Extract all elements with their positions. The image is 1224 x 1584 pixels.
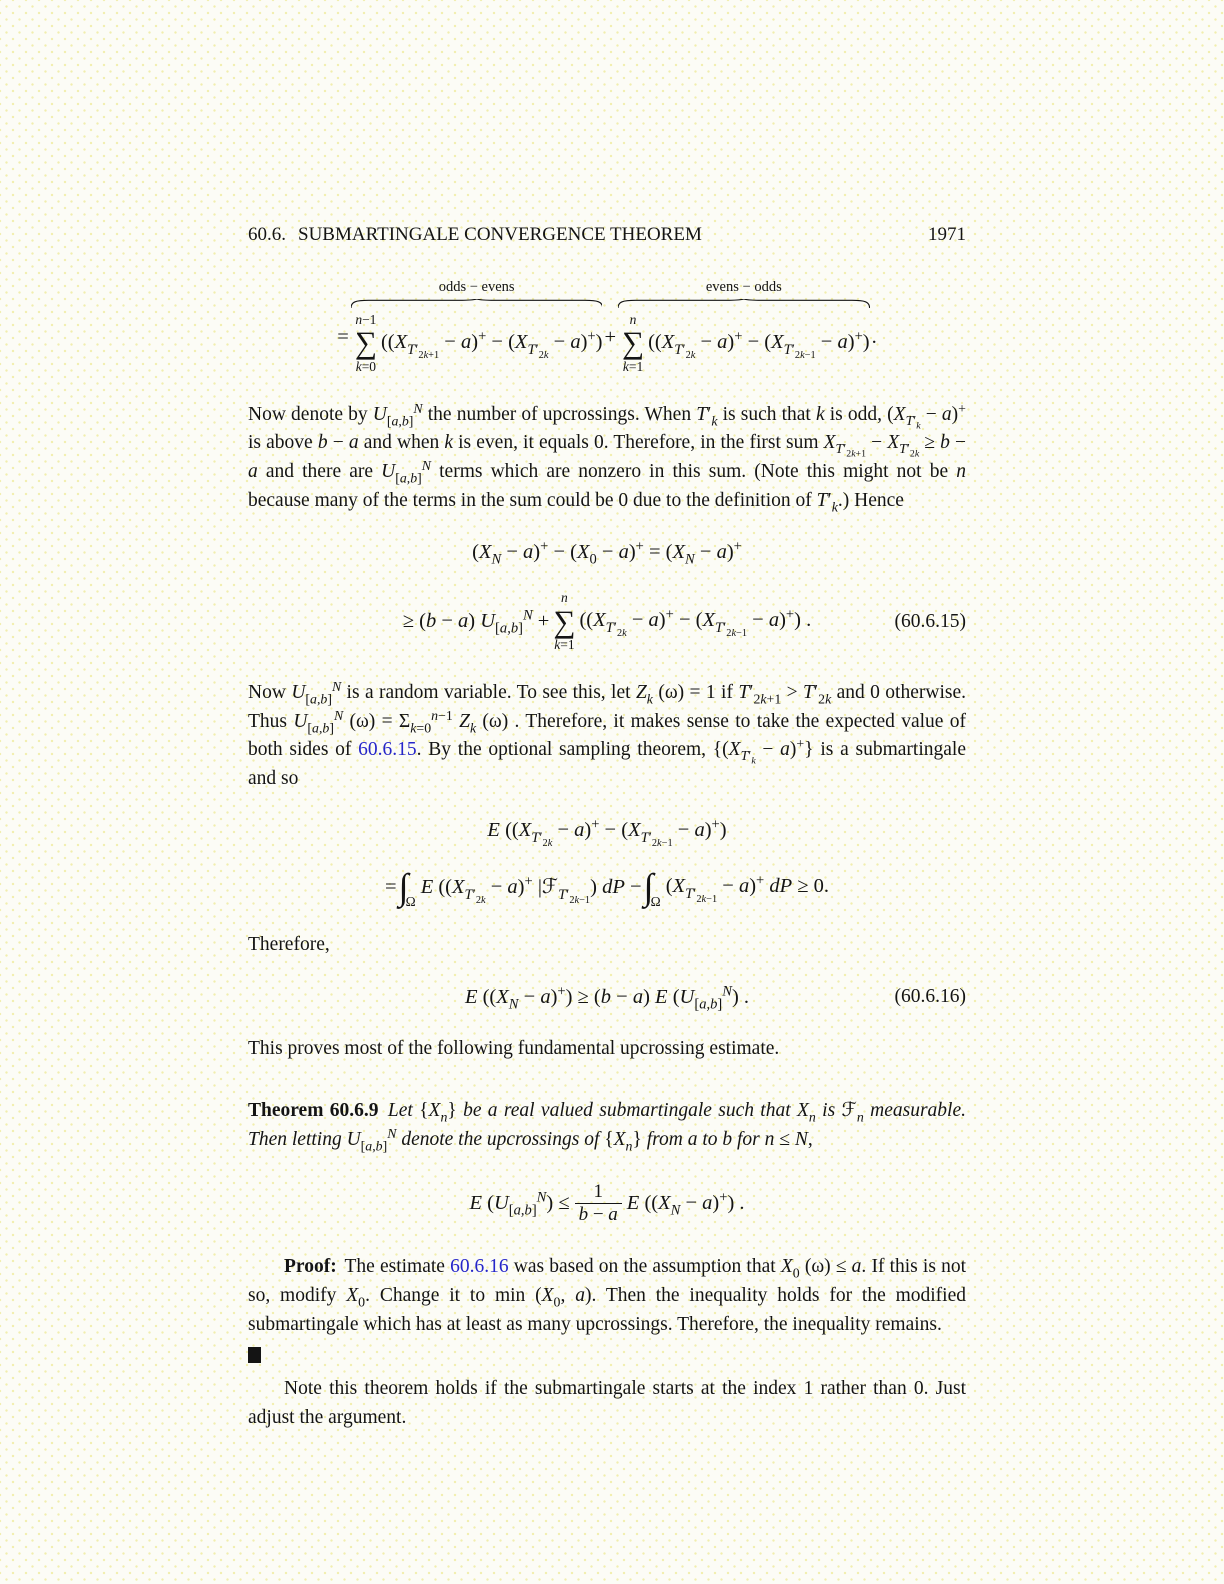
sum-upper-limit: n−1 <box>355 311 377 327</box>
fraction-denominator: b − a <box>575 1203 622 1227</box>
bold-label: Theorem 60.6.9 <box>248 1100 379 1122</box>
text-run: is above <box>248 432 318 454</box>
italic-text-run: is <box>815 1100 842 1122</box>
text-run: Now <box>248 681 292 703</box>
text-run: is a submartingale and so <box>248 739 966 789</box>
italic-text-run: denote the upcrossings of <box>396 1129 605 1151</box>
math-run: = <box>337 325 349 348</box>
sum-operator <box>355 312 377 375</box>
text-run: is such that <box>717 403 816 425</box>
inline-math: $U_{[a,b]}^N$ <box>291 678 342 707</box>
text-run: because many of the terms in the sum could be 0 due to the definition of <box>248 489 817 511</box>
math-run: $(X_N - a)^+ - (X_0 - a)^+ = (X_N - a)^+$ <box>472 538 742 568</box>
overbrace-content <box>618 312 870 375</box>
math-run: $((X_{T'_{2k}} - a)^+ - (X_{T'_{2k-1}} - a)^+)$ <box>648 328 870 361</box>
section-number: 60.6. <box>248 224 286 245</box>
para-therefore <box>248 931 966 960</box>
inline-math: $X_0$ <box>346 1284 366 1310</box>
italic-text-run: measurable. Then letting <box>248 1100 966 1151</box>
math-run: E $((X_N - a)^+) \ge (b - a)$ E $(U_{[a,b]}^N)$ . <box>464 983 750 1013</box>
page <box>248 224 966 1453</box>
italic-text-run: from <box>641 1129 688 1151</box>
running-title <box>248 224 702 246</box>
text-run: if <box>715 681 739 703</box>
para-proves-estimate <box>248 1035 966 1064</box>
inline-math: $\min (X_0$, a) <box>494 1284 592 1310</box>
integral-operator <box>643 866 664 910</box>
inline-math: ℱ$_n$ <box>841 1100 864 1125</box>
inline-math: $\{(X_{T'_k} - a)^+\}$ <box>712 736 814 768</box>
sum-operator <box>553 590 575 653</box>
equation-tag: (60.6.15) <box>894 610 966 632</box>
para-note-index <box>248 1375 966 1432</box>
fraction <box>575 1181 622 1228</box>
inline-math: n ≤ N, <box>764 1129 813 1151</box>
text-run: . If this is not so, modify <box>248 1256 967 1306</box>
sum-upper-limit: n <box>561 590 568 606</box>
sigma-symbol: ∑ <box>622 325 645 361</box>
text-run: . Change it to <box>365 1284 495 1306</box>
eq-expectation-difference <box>248 817 966 849</box>
text-run: Therefore, <box>248 934 330 956</box>
qed-square <box>248 1347 261 1363</box>
inline-math: b <box>722 1129 733 1151</box>
italic-text-run: be a real valued submartingale such that <box>456 1100 797 1122</box>
fraction-numerator: 1 <box>593 1180 603 1202</box>
italic-text-run: to <box>697 1129 723 1151</box>
inline-math: $T'_{2k+1} > T'_{2k}$ <box>738 681 832 707</box>
page-content <box>248 280 966 1433</box>
text-run: and when <box>358 432 445 454</box>
sigma-symbol: ∑ <box>553 603 576 639</box>
text-run: terms which are nonzero in this sum. (Note this might not be <box>431 460 957 482</box>
page-number: 1971 <box>928 224 966 245</box>
eq-integral-inequality <box>248 866 966 910</box>
inline-math: $T'_k$ <box>816 489 838 514</box>
inline-math: $(X_{T'_k} - a)^+$ <box>887 400 966 432</box>
inline-math: b − a <box>317 432 359 454</box>
math-run: $((X_{T'_{2k}} - a)^+ - (X_{T'_{2k-1}} - a)^+)$ . <box>579 607 812 639</box>
sum-lower-limit: k=0 <box>355 359 377 375</box>
math-run: ≥ (b − a) $U_{[a,b]}^N$ + <box>402 607 550 637</box>
sum-upper-limit: n <box>629 311 637 327</box>
equation-tag: (60.6.16) <box>894 986 966 1008</box>
inline-math: $U_{[a,b]}^N$ $(\omega) = \Sigma_{k=0}^{n-1}$ $Z_k$ (ω) . <box>293 707 520 735</box>
text-run: is a random variable. To see this, let <box>341 681 636 703</box>
text-run: the number of upcrossings. When <box>422 403 697 425</box>
para-theorem-60-6-9 <box>248 1097 966 1154</box>
text-run: is odd, <box>824 403 888 425</box>
sum-operator <box>622 312 644 375</box>
math-run: + <box>604 325 616 348</box>
sigma-symbol: ∑ <box>354 325 377 361</box>
text-run: is even, it equals 0. Therefore, in the first sum <box>453 432 824 454</box>
overbrace-label: odds − evens <box>438 279 515 295</box>
overbrace-content <box>351 312 603 375</box>
text-run: and there are <box>257 460 382 482</box>
text-run: The estimate <box>339 1256 451 1278</box>
math-run: = <box>384 875 397 898</box>
math-run: E ($(X_{T'_{2k}} - a)^+$ |ℱ$_{T'_{2k-1}}$) dP − <box>420 873 642 906</box>
math-run: $(X_{T'_{2k-1}} - a)^+$ dP ≥ 0. <box>665 872 830 905</box>
inline-math: n <box>956 460 966 482</box>
sum-lower-limit: k=1 <box>554 637 575 653</box>
para-random-variable <box>248 679 966 794</box>
text-run: .) Hence <box>837 489 904 511</box>
inline-math: a <box>687 1129 698 1151</box>
integral-operator <box>398 866 419 910</box>
text-run: Now denote by <box>248 403 373 425</box>
eq-positive-part-identity <box>248 538 966 568</box>
para-upcrossings-count <box>248 401 966 516</box>
inline-math: $\{X_n\}$ <box>604 1129 642 1154</box>
text-run: . By the optional sampling theorem, <box>416 739 713 761</box>
inline-math: k <box>444 432 453 454</box>
inline-math: $T'_k$ <box>696 403 718 428</box>
page-header <box>248 224 966 246</box>
integral-symbol: ∫ <box>643 866 654 908</box>
eq-odds-evens-split <box>248 280 966 375</box>
inline-math: $X_n$ <box>796 1100 816 1125</box>
inline-math: $\{X_n\}$ <box>419 1100 457 1125</box>
sum-lower-limit: k=1 <box>622 359 644 375</box>
integral-lower-limit: Ω <box>405 894 416 910</box>
italic-text-run: Let <box>381 1100 420 1122</box>
inline-math: k <box>815 403 825 425</box>
inline-math: $Z_k$ (ω) = 1 <box>635 681 716 707</box>
math-run: E $((X_N - a)^+)$ . <box>626 1190 745 1219</box>
para-proof <box>248 1253 966 1339</box>
math-run: . <box>871 325 877 348</box>
bold-label: Proof: <box>284 1256 337 1278</box>
integral-symbol: ∫ <box>398 866 409 908</box>
integral-lower-limit: Ω <box>650 894 661 910</box>
section-title: SUBMARTINGALE CONVERGENCE THEOREM <box>298 224 702 245</box>
equation-reference-link[interactable]: 60.6.15 <box>358 739 417 761</box>
eq-60-6-16 <box>248 983 966 1013</box>
eq-upcrossing-estimate <box>248 1181 966 1228</box>
text-run: Therefore, it makes sense to take the expected value of both sides of <box>248 710 967 761</box>
italic-text-run: for <box>732 1129 765 1151</box>
eq-60-6-15 <box>248 590 966 653</box>
text-run: This proves most of the following fundamental upcrossing estimate. <box>248 1037 780 1059</box>
text-run: . Then the inequality holds for the modified submartingale which has at least as many upcrossings. Therefore, the inequality remains. <box>248 1284 966 1335</box>
math-run: E $(U_{[a,b]}^N)$ ≤ <box>469 1190 570 1219</box>
text-run: and 0 otherwise. Thus <box>248 681 966 732</box>
inline-math: $U_{[a,b]}^N$ <box>346 1126 397 1154</box>
inline-math: $U_{[a,b]}^N$ <box>372 400 423 428</box>
text-run: Note this theorem holds if the submartingale starts at the index 1 rather than 0. Just adjust the argument. <box>248 1378 966 1428</box>
equation-reference-link[interactable]: 60.6.16 <box>450 1256 509 1278</box>
overbrace-icon <box>351 299 603 308</box>
inline-math: $X_0$ (ω) ≤ a <box>780 1256 862 1281</box>
inline-math: $X_{T'_{2k+1}} - X_{T'_{2k}} \ge b - a$ <box>248 432 966 482</box>
overbrace-icon <box>618 299 870 308</box>
overbrace-group <box>351 280 603 375</box>
overbrace-label: evens − odds <box>705 279 782 295</box>
overbrace-group <box>618 280 870 375</box>
inline-math: $U_{[a,b]}^N$ <box>381 457 432 486</box>
math-run: $((X_{T'_{2k+1}} - a)^+ - (X_{T'_{2k}} - a)^+)$ <box>380 328 603 361</box>
text-run: was based on the assumption that <box>508 1256 781 1278</box>
math-run: E $((X_{T'_{2k}} - a)^+ - (X_{T'_{2k-1}} - a)^+)$ <box>487 817 727 849</box>
